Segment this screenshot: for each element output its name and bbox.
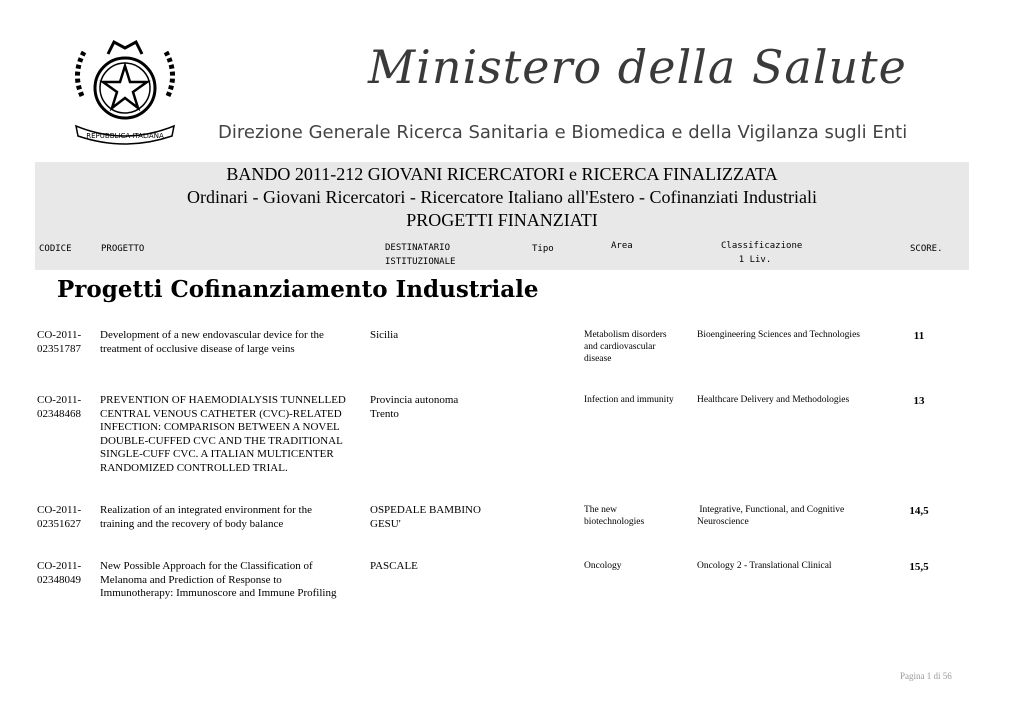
- cell-codice: [37, 504, 97, 531]
- cell-destinatario-line: Sicilia: [370, 329, 399, 341]
- column-header-area: Area: [611, 241, 633, 251]
- cell-destinatario-line: Provincia autonoma: [370, 394, 459, 406]
- column-header-destinatario-line1: DESTINATARIO: [385, 243, 451, 253]
- cell-destinatario-line: OSPEDALE BAMBINO: [370, 504, 481, 516]
- cell-progetto: [100, 560, 365, 601]
- cell-destinatario: [370, 329, 500, 343]
- cell-codice-line: CO-2011-: [37, 560, 82, 572]
- column-header-classificazione: [721, 239, 803, 267]
- cell-area: [584, 504, 694, 528]
- cell-progetto-line: SINGLE-CUFF CVC. A ITALIAN MULTICENTER: [100, 448, 334, 460]
- cell-classificazione: [697, 329, 897, 341]
- cell-destinatario-line: PASCALE: [370, 560, 418, 572]
- cell-progetto-line: Realization of an integrated environment for the: [100, 504, 312, 516]
- column-header-codice: CODICE: [39, 244, 72, 254]
- cell-progetto-line: RANDOMIZED CONTROLLED TRIAL.: [100, 461, 288, 474]
- cell-score: 14,5: [909, 505, 929, 517]
- column-header-score: SCORE.: [910, 244, 943, 254]
- cell-classificazione-line: Integrative, Functional, and Cognitive: [697, 505, 845, 515]
- cell-area-line: Metabolism disorders: [584, 330, 667, 340]
- cell-area-line: and cardiovascular: [584, 342, 656, 352]
- cell-progetto-line: treatment of occlusive disease of large veins: [100, 342, 295, 355]
- bando-categories: Ordinari - Giovani Ricercatori - Ricercatore Italiano all'Estero - Cofinanziati Industriali: [187, 187, 817, 207]
- column-header-destinatario-line2: ISTITUZIONALE: [385, 257, 456, 267]
- cell-codice-line: 02351627: [37, 517, 81, 530]
- cell-area-line: Oncology: [584, 561, 622, 571]
- cell-area-line: The new: [584, 505, 617, 515]
- cell-codice: [37, 394, 97, 421]
- republic-emblem-icon: [68, 34, 182, 146]
- cell-progetto-line: Melanoma and Prediction of Response to: [100, 573, 282, 586]
- cell-area: [584, 560, 694, 572]
- cell-destinatario-line: GESU': [370, 517, 401, 530]
- cell-score: 13: [913, 395, 925, 407]
- cell-progetto-line: training and the recovery of body balance: [100, 517, 284, 530]
- cell-progetto-line: DOUBLE-CUFFED CVC AND THE TRADITIONAL: [100, 434, 343, 447]
- cell-classificazione-line: Healthcare Delivery and Methodologies: [697, 395, 850, 405]
- cell-destinatario: [370, 504, 500, 531]
- cell-progetto-line: PREVENTION OF HAEMODIALYSIS TUNNELLED: [100, 394, 346, 406]
- svg-text:REPUBBLICA ITALIANA: REPUBBLICA ITALIANA: [86, 132, 164, 140]
- cell-codice-line: 02348049: [37, 573, 81, 586]
- cell-score: 15,5: [909, 561, 929, 573]
- cell-codice: [37, 560, 97, 587]
- page-number: Pagina 1 di 56: [900, 671, 952, 681]
- cell-destinatario: [370, 394, 500, 421]
- direzione-subtitle: Direzione Generale Ricerca Sanitaria e Biomedica e della Vigilanza sugli Enti: [218, 122, 908, 143]
- cell-codice-line: CO-2011-: [37, 504, 82, 516]
- document-header-banner: [35, 162, 969, 270]
- cell-progetto-line: INFECTION: COMPARISON BETWEEN A NOVEL: [100, 421, 340, 433]
- cell-progetto: [100, 394, 365, 475]
- cell-codice: [37, 329, 97, 356]
- cell-classificazione-line: Neuroscience: [697, 517, 749, 527]
- cell-codice-line: CO-2011-: [37, 394, 82, 406]
- column-header-tipo: Tipo: [532, 244, 554, 254]
- column-header-classificazione-line1: Classificazione: [721, 241, 803, 251]
- cell-progetto-line: Development of a new endovascular device for the: [100, 329, 324, 341]
- cell-area-line: Infection and immunity: [584, 395, 674, 405]
- cell-progetto-line: New Possible Approach for the Classification of: [100, 560, 313, 572]
- cell-area: [584, 329, 694, 365]
- cell-destinatario-line: Trento: [370, 407, 399, 420]
- cell-area-line: biotechnologies: [584, 517, 645, 527]
- cell-codice-line: 02351787: [37, 342, 81, 355]
- bando-subtitle: PROGETTI FINANZIATI: [406, 210, 598, 230]
- column-header-progetto: PROGETTO: [101, 244, 145, 254]
- ministry-title: Ministero della Salute: [368, 40, 907, 94]
- cell-codice-line: 02348468: [37, 407, 81, 420]
- section-title: Progetti Cofinanziamento Industriale: [57, 276, 539, 303]
- cell-classificazione-line: Oncology 2 - Translational Clinical: [697, 561, 832, 571]
- cell-codice-line: CO-2011-: [37, 329, 82, 341]
- cell-classificazione: [697, 560, 897, 572]
- cell-progetto: [100, 329, 365, 356]
- cell-progetto: [100, 504, 365, 531]
- cell-area-line: disease: [584, 354, 612, 364]
- cell-progetto-line: CENTRAL VENOUS CATHETER (CVC)-RELATED: [100, 407, 342, 420]
- cell-classificazione: [697, 504, 897, 528]
- bando-title: BANDO 2011-212 GIOVANI RICERCATORI e RICERCA FINALIZZATA: [226, 164, 778, 184]
- cell-score: 11: [913, 330, 925, 342]
- cell-progetto-line: Immunotherapy: Immunoscore and Immune Profiling: [100, 587, 337, 599]
- cell-destinatario: [370, 560, 500, 574]
- cell-classificazione-line: Bioengineering Sciences and Technologies: [697, 330, 860, 340]
- cell-classificazione: [697, 394, 897, 406]
- column-header-classificazione-line2: 1 Liv.: [738, 255, 772, 265]
- column-header-destinatario: [385, 241, 455, 269]
- cell-area: [584, 394, 694, 406]
